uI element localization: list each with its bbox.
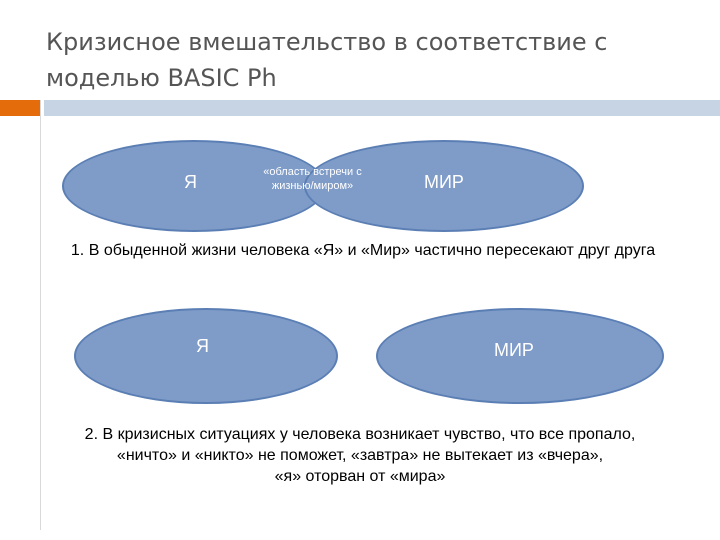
caption-crisis-line-2: «ничто» и «никто» не поможет, «завтра» не вытекает из «вчера», — [116, 447, 604, 464]
overlap-label-line-2: жизнью/миром» — [271, 180, 354, 192]
caption-crisis-line-3: «я» оторван от «мира» — [274, 468, 446, 485]
caption-crisis-line-1: 2. В кризисных ситуациях у человека возникает чувство, что все пропало, — [84, 426, 636, 443]
world-label-2: МИР — [494, 340, 534, 360]
overlap-label-line-1: «область встречи с — [263, 166, 362, 178]
world-label-1: МИР — [424, 172, 464, 192]
caption-ordinary-life: 1. В обыденной жизни человека «Я» и «Мир» частично пересекают друг друга — [70, 242, 656, 259]
self-label-2: Я — [196, 336, 209, 356]
overlap-area-label — [250, 165, 375, 193]
title-accent-bar — [0, 100, 40, 116]
title-underline-bar — [44, 100, 720, 116]
slide-title: Кризисное вмешательство в соответствие с моделью BASIC Ph — [46, 28, 608, 92]
caption-crisis — [20, 424, 700, 487]
self-label-1: Я — [184, 172, 197, 192]
